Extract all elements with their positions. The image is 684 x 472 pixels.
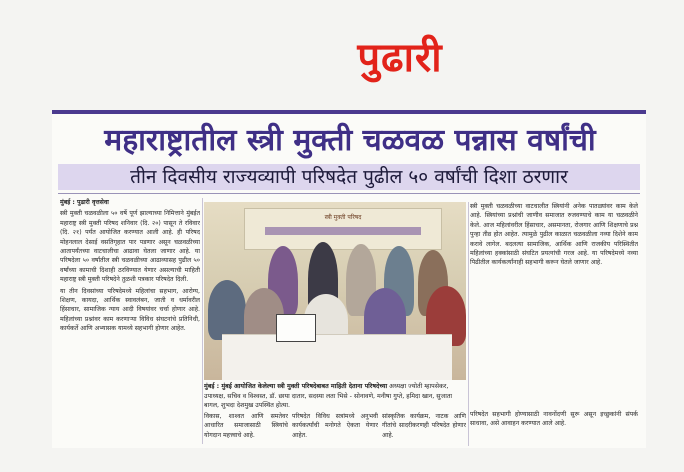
article-paragraph: परिषदेत विविध सत्रांमध्ये अनुभवी कार्यकर्त्यांची मनोगते ऐकता येणार आहेत. [292, 413, 378, 439]
photo-caption [204, 382, 466, 412]
banner-stripe [265, 227, 421, 235]
column-divider [468, 202, 469, 446]
caption-lead: मुंबई : मुंबई आयोजित केलेल्या स्त्री मुक्ती परिषदेबाबत माहिती देताना परिषदेच्या [204, 383, 388, 390]
photo-frame [276, 314, 316, 342]
divider [58, 193, 640, 194]
article-paragraph: या तीन दिवसांच्या परिषदेमध्ये महिलांचा सहभाग, आरोग्य, शिक्षण, कायदा, आर्थिक स्वावलंबन, जाती व धर्मावरील हिंसाचार, सामाजिक न्याय आदी विषयांवर चर्चा होणार आहे. महिलांच्या प्रश्नांवर काम करणाऱ्या विविध संघटनांचे प्रतिनिधी, कार्यकर्ते आणि अभ्यासक यामध्ये सहभागी होणार आहेत. [60, 287, 200, 333]
person [208, 280, 246, 340]
table [222, 334, 452, 380]
article-column-right [470, 202, 638, 404]
article-paragraph: परिषदेत सहभागी होण्यासाठी नावनोंदणी सुरू असून इच्छुकांनी संपर्क साधावा, असे आवाहन करण्यात आले आहे. [470, 411, 638, 428]
news-photo [204, 202, 466, 380]
article-column-1 [60, 198, 200, 444]
article-paragraph: स्त्री मुक्ती चळवळीला ५० वर्षे पूर्ण झाल्याच्या निमित्ताने मुंबईत महाराष्ट्र स्त्री मुक्ती परिषद शनिवार (दि. २०) पासून ते रविवार (दि. २१) पर्यंत आयोजित करण्यात आली आहे. ही परिषद मोहनलाल देसाई वसतिगृहात पार पडणार असून चळवळीच्या आतापर्यंतच्या वाटचालीचा आढावा घेतला जाणार आहे. या परिषदेला ५० वर्षांतील स्त्री चळवळीच्या आढाव्यासह पुढील ५० वर्षांच्या कामाची दिशाही ठरविण्यात येणार असल्याची माहिती महाराष्ट्र स्त्री मुक्ती परिषदेने तुळशी पत्रकार परिषदेत दिली. [60, 210, 200, 284]
photo-banner [244, 208, 442, 250]
column-divider [202, 198, 203, 444]
article-column-bottom-2 [292, 412, 378, 446]
photo-banner-text: स्त्री मुक्ती परिषद [324, 214, 362, 221]
news-clipping [52, 110, 646, 448]
article-paragraph: विकास, शाश्वत आणि समतेवर आधारित समाजासाठी स्त्रियांचे योगदान महत्त्वाचे आहे. [204, 413, 288, 439]
article-column-bottom-4 [470, 410, 638, 446]
dateline: मुंबई : पुढारी वृत्तसेवा [60, 199, 109, 206]
caption-text: अध्यक्षा ज्योती म्हापसेकर, उपाध्यक्ष, सचिव व विश्वस्त, डॉ. छाया दातार, सदस्या लता भिसे - सोनावणे, मनीषा गुप्ते, हमिदा खान, सुजाता बागल, शुभदा देशमुख उपस्थित होत्या. [204, 383, 453, 410]
newspaper-logo: पुढारी [357, 35, 443, 81]
article-column-bottom-3 [382, 412, 466, 446]
article-paragraph: स्त्री मुक्ती चळवळीच्या वाटचालीत स्त्रियांनी अनेक पातळ्यांवर काम केले आहे. स्त्रियांच्या प्रश्नांची जाणीव समाजात रुजवण्याचे काम या चळवळीने केले. आज महिलांवरील हिंसाचार, असमानता, रोजगार आणि शिक्षणाचे प्रश्न पुन्हा तीव्र होत आहेत. त्यामुळे पुढील काळात चळवळीला नव्या दिशेने काम करावे लागेल. बदलत्या सामाजिक, आर्थिक आणि राजकीय परिस्थितीत महिलांच्या हक्कांसाठी संघटित प्रयत्नांची गरज आहे. या परिषदेमध्ये नव्या पिढीतील कार्यकर्त्यांनाही सहभागी करून घेतले जाणार आहे. [470, 203, 638, 267]
article-column-bottom-1 [204, 412, 288, 446]
headline: महाराष्ट्रातील स्त्री मुक्ती चळवळ पन्नास वर्षांची [104, 123, 596, 158]
article-paragraph: सांस्कृतिक कार्यक्रम, नाटक आणि गीतांचे सादरीकरणही परिषदेत होणार आहे. [382, 413, 466, 439]
subheadline: तीन दिवसीय राज्यव्यापी परिषदेत पुढील ५० वर्षांची दिशा ठरणार [58, 164, 640, 190]
